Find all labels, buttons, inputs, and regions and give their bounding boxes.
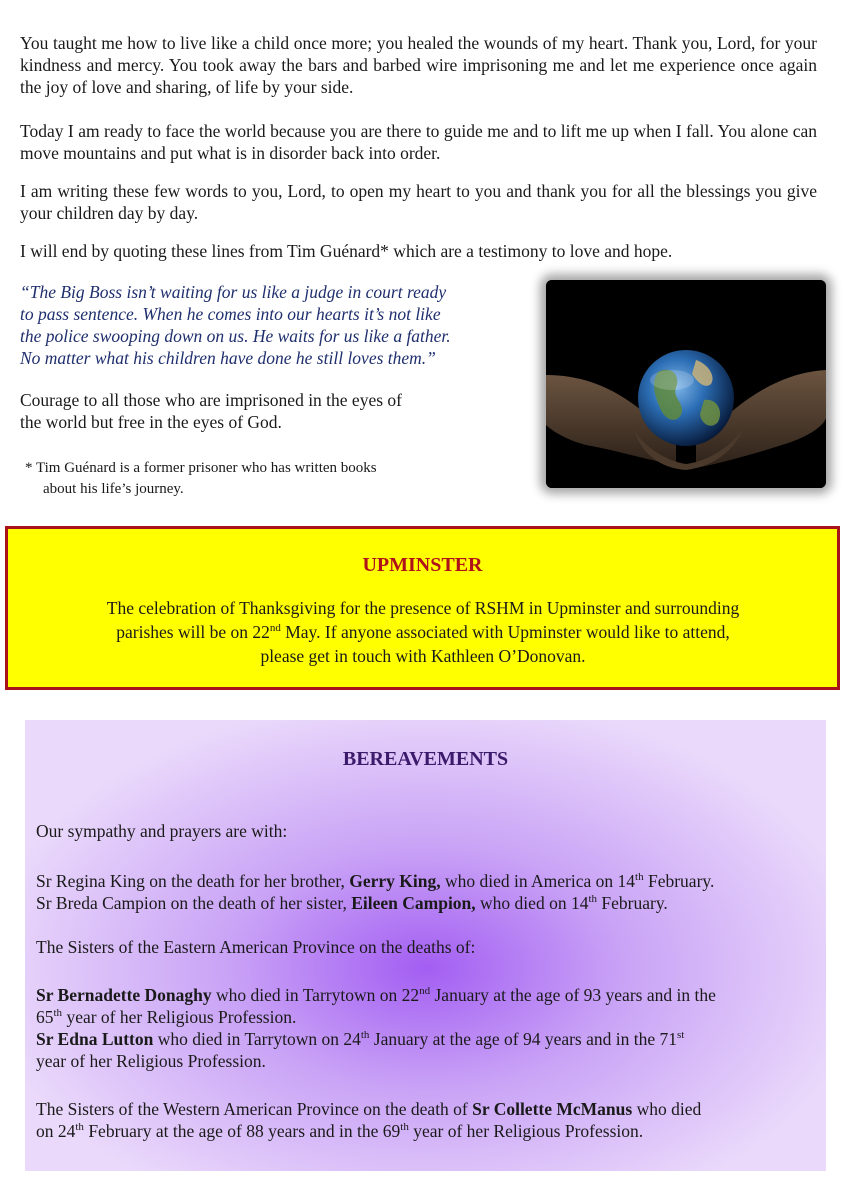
courage-line: Courage to all those who are imprisoned in the eyes of (20, 390, 402, 410)
upminster-text: parishes will be on 22 (116, 622, 270, 642)
entry-text: on 24 (36, 1121, 76, 1141)
bereavements-title: BEREAVEMENTS (342, 748, 509, 770)
entry-text: who died in Tarrytown on 24 (153, 1029, 361, 1049)
entry-text: February at the age of 88 years and in the 69 (83, 1121, 401, 1141)
guenard-quote (20, 281, 525, 369)
ordinal-suffix: st (677, 1029, 685, 1042)
upminster-title: UPMINSTER (362, 554, 483, 576)
date-suffix: th (588, 893, 598, 906)
entry-text: January at the age of 93 years and in the (430, 985, 716, 1005)
upminster-line: please get in touch with Kathleen O’Donovan. (260, 646, 586, 666)
upminster-notice (5, 526, 840, 690)
entry-text: year of her Religious Profession. (408, 1121, 644, 1141)
quote-line: No matter what his children have done he still loves them.” (20, 348, 436, 368)
entry-text: who died in Tarrytown on 22 (211, 985, 420, 1005)
quote-line: to pass sentence. When he comes into our hearts it’s not like (20, 304, 441, 324)
bereavement-entry (36, 1098, 826, 1142)
intro-paragraph-2: Today I am ready to face the world because you are there to guide me and to lift me up when I fall. You alone can move mountains and put what is in disorder back into order. (20, 121, 817, 163)
entry-text: who died in America on 14 (440, 871, 636, 891)
intro-paragraph-4: I will end by quoting these lines from Tim Guénard* which are a testimony to love and hope. (20, 241, 673, 261)
ordinal-suffix: th (53, 1007, 63, 1020)
upminster-line: The celebration of Thanksgiving for the presence of RSHM in Upminster and surrounding (106, 598, 740, 618)
date-suffix: th (635, 871, 644, 884)
footnote-line: * Tim Guénard is a former prisoner who has written books (25, 460, 377, 476)
date-suffix: nd (419, 985, 431, 998)
entry-text: The Sisters of the Western American Province on the death of (36, 1099, 473, 1119)
bereavements-section (25, 720, 826, 1171)
footnote-line: about his life’s journey. (43, 481, 184, 497)
entry-text: 65 (36, 1007, 54, 1027)
entry-text: year of her Religious Profession. (62, 1007, 297, 1027)
courage-text (20, 389, 480, 433)
quote-line: “The Big Boss isn’t waiting for us like a judge in court ready (20, 282, 447, 302)
footnote (25, 458, 485, 500)
intro-paragraph-1: You taught me how to live like a child once more; you healed the wounds of my heart. Thank you, Lord, for your kindness and mercy. You took away the bars and barbed wire imprisoning me and let me experience once again the joy of love and sharing, of life by your side. (20, 33, 817, 97)
entry-text: Sr Regina King on the death for her brother, (36, 871, 350, 891)
deceased-name: Sr Bernadette Donaghy (36, 985, 212, 1005)
entry-text: February. (597, 893, 668, 913)
deceased-name: Eileen Campion, (351, 893, 476, 913)
date-suffix: th (360, 1029, 370, 1042)
entry-text: who died (632, 1099, 702, 1119)
ordinal-suffix: th (400, 1121, 409, 1134)
eastern-province-heading: The Sisters of the Eastern American Province on the deaths of: (36, 937, 476, 957)
courage-line: the world but free in the eyes of God. (20, 412, 282, 432)
entry-text: January at the age of 94 years and in the 71 (369, 1029, 678, 1049)
bereavement-entry (36, 984, 826, 1072)
hands-globe-illustration (546, 280, 826, 488)
bereavements-intro: Our sympathy and prayers are with: (36, 821, 288, 841)
intro-paragraph-3: I am writing these few words to you, Lord, to open my heart to you and thank you for all the blessings you give your children day by day. (20, 181, 817, 223)
quote-line: the police swooping down on us. He waits for us like a father. (20, 326, 451, 346)
entry-text: who died on 14 (475, 893, 589, 913)
date-suffix: nd (269, 622, 281, 635)
deceased-name: Gerry King, (349, 871, 441, 891)
upminster-body (48, 596, 798, 668)
bereavement-entry (36, 870, 826, 914)
upminster-line (48, 620, 798, 644)
date-suffix: th (75, 1121, 84, 1134)
entry-text: year of her Religious Profession. (36, 1051, 266, 1071)
deceased-name: Sr Edna Lutton (36, 1029, 154, 1049)
upminster-text: May. If anyone associated with Upminster would like to attend, (280, 622, 730, 642)
entry-text: Sr Breda Campion on the death of her sister, (36, 893, 352, 913)
deceased-name: Sr Collette McManus (472, 1099, 633, 1119)
entry-text: February. (643, 871, 715, 891)
hands-holding-earth-image (546, 280, 826, 488)
